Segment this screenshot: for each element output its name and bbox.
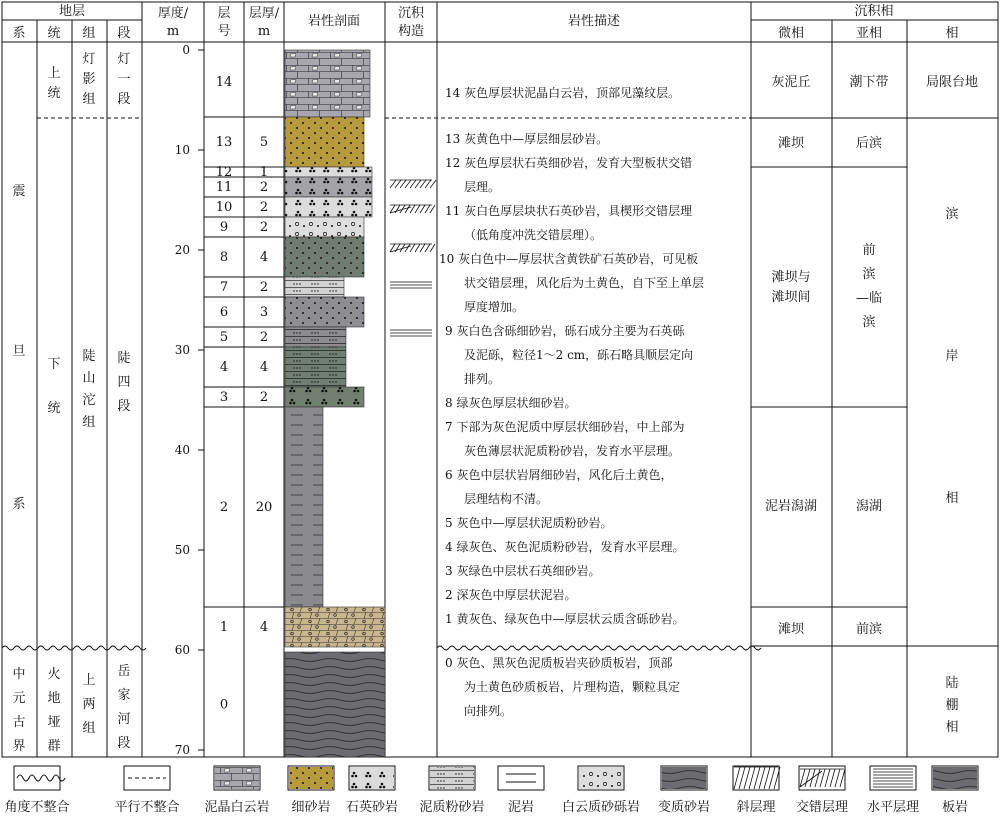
zu-huodi-char: 群 [47,739,61,754]
zu-huodi [47,666,60,754]
tong-lower-1: 下 [47,357,61,372]
description-line: （低角度冲洗交错层理）。 [464,228,603,242]
header-sed-structure-2: 构造 [397,24,425,39]
layer-number: 7 [219,280,229,295]
legend-label: 平行不整合 [114,800,180,815]
tong-upper-2: 统 [47,86,61,101]
header-tong: 统 [47,26,61,41]
description-line: 14 灰色厚层状泥晶白云岩，顶部见藻纹层。 [445,86,681,100]
xi-meso-char: 元 [12,691,26,706]
layer-number: 14 [215,75,233,90]
zu-doushantuo [82,348,95,430]
zu-doushantuo-char: 陡 [82,349,96,364]
depth-tick-label: 30 [174,343,190,357]
description-line: 8 绿灰色厚层状细砂岩。 [445,396,577,410]
description-line: 层理。 [464,180,501,194]
horizontal-bedding-icon [870,766,916,790]
lithology-layer [285,327,346,347]
legend-label: 交错层理 [795,800,849,815]
quartz-sandstone-icon [349,766,395,790]
depth-tick-label: 40 [174,443,190,457]
subfacies-label: 潮下带 [849,75,889,90]
layer-number: 0 [219,697,229,713]
lithology-layer [285,50,370,117]
description-line: 10 灰白色中—厚层状含黄铁矿石英砂岩，可见板 [439,252,699,266]
muddy-siltstone-icon [429,766,475,790]
header-zu: 组 [82,26,96,41]
xi-meso-char: 古 [12,715,26,730]
layer-number: 10 [215,200,233,215]
header-lith-section: 岩性剖面 [307,14,361,29]
legend-label: 泥晶白云岩 [204,800,270,815]
depth-tick-label: 70 [174,743,190,757]
header-strata: 地层 [58,4,86,19]
layer-number: 4 [219,360,229,375]
tong-lower-2: 统 [47,401,61,416]
header-thickness-unit: m [166,24,180,39]
zu-shangliang-char: 上 [82,673,96,688]
microfacies-label: 滩坝间 [771,290,811,305]
description-line: 及泥砾，粒径1～2 cm，砾石略具顺层定向 [464,348,694,362]
header-duan: 段 [117,26,131,41]
duan-yuejia [117,664,130,751]
layer-thickness: 3 [259,305,269,320]
layer-number: 6 [219,305,229,320]
zu-shangliang [82,673,95,736]
layer-thickness: 4 [259,620,269,635]
oblique-bedding-icon [733,766,780,790]
zu-doushantuo-char: 组 [82,415,96,430]
layer-number: 11 [215,180,233,195]
subfacies-label: 潟湖 [855,499,883,514]
zu-doushantuo-char: 山 [82,371,96,386]
subfacies-label: 滨 [862,267,876,282]
microfacies-label: 滩坝 [777,622,805,637]
zu-doushantuo-char: 沱 [82,393,96,408]
layer-thickness: 2 [259,180,269,195]
xi-sinian-2: 旦 [12,344,26,359]
description-line: 2 深灰色中厚层状泥岩。 [445,588,577,602]
layer-thickness: 1 [259,165,269,180]
parallel-unconformity-icon [124,766,170,790]
subfacies-label: 后滨 [855,136,883,151]
description-line: 12 灰色厚层状石英细砂岩，发育大型板状交错 [445,156,693,170]
depth-tick-label: 60 [174,643,190,657]
fine-sandstone-icon [288,766,334,790]
layer-number: 2 [219,500,229,515]
duan-yuejia-char: 家 [117,688,131,703]
layer-thickness: 2 [259,390,269,405]
lithology-layer [285,277,344,297]
angular-unconformity-icon [14,766,65,790]
duan-dou4-char: 陡 [117,351,131,366]
zu-dengying-char: 影 [82,72,96,87]
layer-number: 3 [219,390,229,405]
header-subfacies: 亚相 [855,26,883,41]
depth-tick-label: 50 [174,543,190,557]
duan-dou4-char: 四 [117,375,131,390]
facies-label: 局限台地 [925,75,979,90]
subfacies-label: —临 [855,291,883,306]
description-line: 状交错层理，风化后为土黄色，自下至上单层 [464,276,705,290]
lithology-layer [285,347,346,387]
header-layer: 层 [217,6,231,21]
description-line: 0 灰色、黑灰色泥质板岩夹砂质板岩，顶部 [445,656,673,670]
legend-label: 斜层理 [736,800,776,815]
zu-dengying-char: 灯 [82,52,96,67]
header-xi: 系 [12,26,26,41]
lithology-layer [285,117,364,167]
duan-dou4 [117,350,130,414]
lithology-layer [285,217,364,237]
xi-sinian-1-char: 震 [12,184,26,199]
description-line: 1 黄灰色、绿灰色中—厚层状云质含砾砂岩。 [445,612,685,626]
description-line: 13 灰黄色中—厚层细层砂岩。 [445,132,609,146]
description-line: 厚度增加。 [464,300,525,314]
description-line: 7 下部为灰色泥质中厚层状细砂岩，中上部为 [445,420,685,434]
description-line: 层理结构不清。 [464,492,549,506]
zu-dengying-char: 组 [82,92,96,107]
duan-yuejia-char: 岳 [117,664,131,679]
lithology-layer [285,652,385,757]
layer-thickness: 2 [259,220,269,235]
lithology-layer [285,407,323,607]
description-line: 灰色薄层状泥质粉砂岩，发育水平层理。 [464,444,681,458]
facies-label: 相 [945,491,959,506]
description-line: 3 灰绿色中层状石英细砂岩。 [445,564,601,578]
header-layer-thickness: 层厚/ [248,6,280,21]
description-line: 排列。 [464,372,501,386]
header-facies-col: 相 [945,26,959,41]
description-line: 为土黄色砂质板岩，片理构造，颗粒具定 [464,680,681,694]
layer-thickness: 4 [259,250,269,265]
header-lith-desc: 岩性描述 [567,14,621,29]
lithology-layer [285,237,364,277]
legend-label: 泥质粉砂岩 [419,800,485,815]
depth-tick-label: 20 [174,243,190,257]
header-facies: 沉积相 [854,4,894,19]
duan-dou4-char: 段 [117,399,131,414]
layer-thickness: 2 [259,280,269,295]
subfacies-label: 前 [862,243,876,258]
microfacies-label: 泥岩潟湖 [764,499,818,514]
facies-label: 滨 [945,207,959,222]
header-layer-thickness-unit: m [257,24,271,39]
description-line: 向排列。 [464,704,513,718]
xi-meso [12,666,25,754]
metasandstone-icon [661,766,707,790]
legend-label: 角度不整合 [4,800,70,815]
subfacies-label: 滨 [862,315,876,330]
legend-label: 板岩 [941,800,969,815]
layer-thickness: 5 [259,135,269,150]
duan-deng1 [117,52,130,107]
header-layer-2: 号 [217,24,231,39]
duan-yuejia-char: 段 [117,736,131,751]
depth-tick-label: 10 [174,143,190,157]
tong-upper-1: 上 [47,66,61,81]
layer-thickness: 2 [259,330,269,345]
description-line: 11 灰白色厚层块状石英砂岩，具楔形交错层理 [445,204,693,218]
microfacies-label: 灰泥丘 [771,75,811,90]
cross-bedding-icon [799,766,845,790]
subfacies-label: 前滨 [855,622,883,637]
layer-number: 13 [215,135,233,150]
description-line: 4 绿灰色、灰色泥质粉砂岩，发育水平层理。 [445,540,685,554]
description-line: 5 灰色中—厚层状泥质粉砂岩。 [445,516,613,530]
legend-label: 变质砂岩 [657,800,711,815]
facies-label: 相 [945,720,959,735]
layer-number: 8 [219,250,229,265]
header-thickness: 厚度/ [157,6,189,21]
layer-thickness: 20 [255,500,273,515]
description-line: 6 灰色中层状岩屑细砂岩，风化后土黄色， [445,468,673,482]
xi-meso-char: 中 [12,667,26,682]
xi-meso-char: 界 [12,739,26,754]
micrite-dolomite-icon [214,766,260,790]
slate-icon [932,766,978,790]
header-sed-structure: 沉积 [397,6,425,21]
zu-dengying [82,52,95,107]
lithology-layer [285,197,372,217]
description-line: 9 灰白色含砾细砂岩，砾石成分主要为石英砾 [445,324,685,338]
legend-label: 白云质砂砾岩 [561,800,641,815]
layer-number: 9 [219,220,229,235]
layer-thickness: 4 [259,360,269,375]
facies-label: 岸 [945,349,959,364]
duan-yuejia-char: 河 [117,712,131,727]
duan-deng1-char: 灯 [117,52,131,67]
layer-thickness: 2 [259,200,269,215]
xi-sinian-1 [12,184,25,199]
lithology-layer [285,177,372,197]
duan-deng1-char: 段 [117,92,131,107]
zu-huodi-char: 垭 [47,715,61,730]
depth-tick-label: 0 [182,43,190,57]
dolomitic-conglomeratic-sandstone-icon [578,766,624,790]
microfacies-label: 滩坝 [777,136,805,151]
header-microfacies: 微相 [777,26,805,41]
mudstone-icon [498,766,544,790]
legend-label: 泥岩 [507,800,535,815]
lithology-layer [285,607,385,647]
facies-label: 陆 [945,676,959,691]
facies-label: 棚 [945,698,959,713]
legend-label: 细砂岩 [291,800,331,815]
sedimentary-structures [390,180,436,336]
layer-number: 5 [219,330,229,345]
lithology-layer [285,297,364,327]
lithology-layer [285,167,372,177]
zu-huodi-char: 地 [47,691,61,706]
zu-shangliang-char: 两 [82,697,96,712]
lithology-layer [285,387,364,407]
legend-label: 水平层理 [866,800,920,815]
legend-label: 石英砂岩 [345,800,399,815]
microfacies-label: 滩坝与 [771,270,811,285]
layer-number: 12 [215,165,233,180]
duan-deng1-char: 一 [117,72,131,87]
xi-sinian-3: 系 [12,497,26,512]
layer-number: 1 [219,620,229,635]
zu-huodi-char: 火 [47,667,61,682]
zu-shangliang-char: 组 [82,721,96,736]
